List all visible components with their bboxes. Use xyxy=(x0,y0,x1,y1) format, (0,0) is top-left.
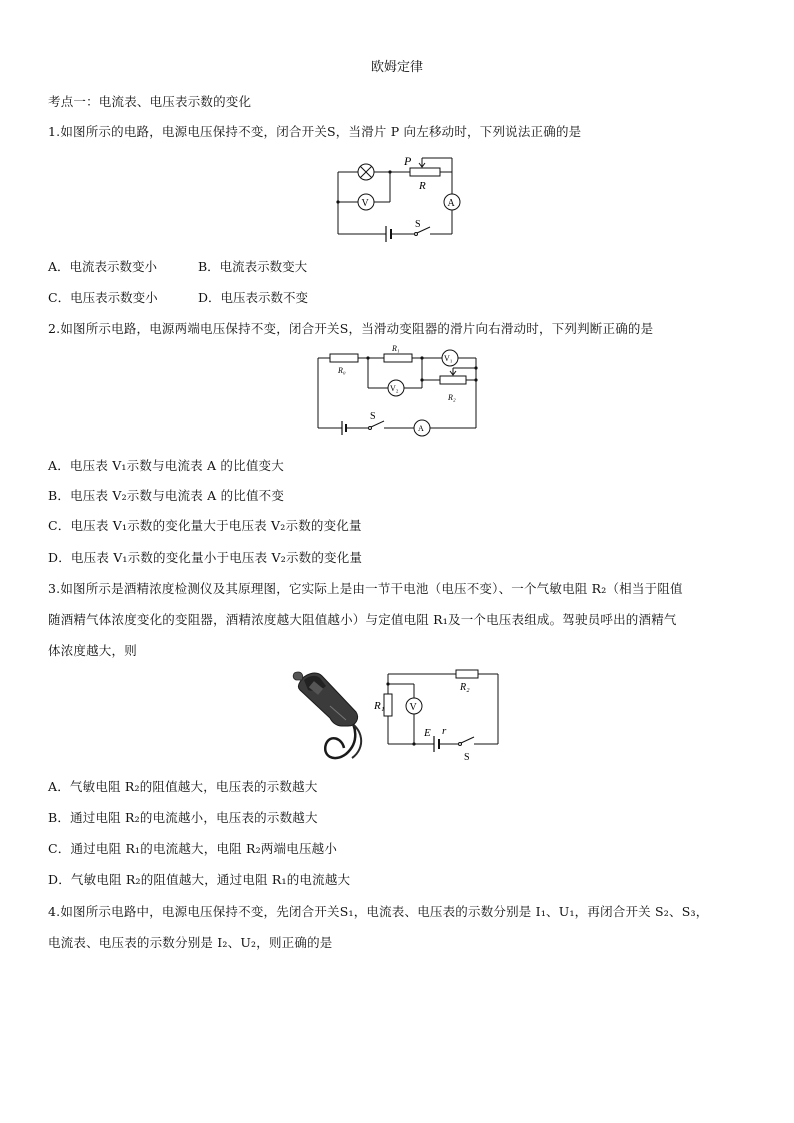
question-2-option-c[interactable]: C．电压表 V₁示数的变化量大于电压表 V₂示数的变化量 xyxy=(48,518,362,533)
page-title: 欧姆定律 xyxy=(370,60,423,75)
question-4-stem-line-2: 电流表、电压表的示数分别是 I₂、U₂，则正确的是 xyxy=(48,935,333,950)
question-3-stem-line-1: 3.如图所示是酒精浓度检测仪及其原理图，它实际上是由一节干电池（电压不变）、一个气敏电阻 R₂（相当于阻值 xyxy=(48,581,683,596)
ammeter-label: A xyxy=(418,424,424,433)
question-3-stem-line-2: 随酒精气体浓度变化的变阻器，酒精浓度越大阻值越小）与定值电阻 R₁及一个电压表组成。驾驶员呼出的酒精气 xyxy=(48,612,677,627)
question-2-stem: 2.如图所示电路，电源两端电压保持不变，闭合开关S，当滑动变阻器的滑片向右滑动时，下列判断正确的是 xyxy=(48,321,654,336)
slider-p-label: P xyxy=(404,154,412,168)
voltmeter-v1-label: V₁ xyxy=(444,354,453,363)
resistor-r-label: R xyxy=(419,180,426,192)
question-1-stem: 1.如图所示的电路，电源电压保持不变，闭合开关S，当滑片 P 向左移动时，下列说法正确的是 xyxy=(48,124,582,139)
question-1-option-c[interactable]: C．电压表示数变小 xyxy=(48,290,158,305)
question-1-option-a[interactable]: A．电流表示数变小 xyxy=(48,259,158,274)
question-2-option-a[interactable]: A．电压表 V₁示数与电流表 A 的比值变大 xyxy=(48,458,284,473)
question-2-option-b[interactable]: B．电压表 V₂示数与电流表 A 的比值不变 xyxy=(48,488,285,503)
question-3-option-c[interactable]: C．通过电阻 R₁的电流越大，电阻 R₂两端电压越小 xyxy=(48,841,338,856)
switch-label: S xyxy=(415,219,421,230)
question-1-option-b[interactable]: B．电流表示数变大 xyxy=(198,259,308,274)
breathalyzer-device-image xyxy=(286,668,372,764)
question-2-option-d[interactable]: D．电压表 V₁示数的变化量小于电压表 V₂示数的变化量 xyxy=(48,550,363,565)
voltmeter-label: V xyxy=(409,702,417,713)
resistor-r1-label: R₁ xyxy=(374,700,385,712)
voltmeter-label: V xyxy=(361,198,369,209)
resistor-r2-label: R₂ xyxy=(460,682,470,693)
question-4-stem-line-1: 4.如图所示电路中，电源电压保持不变，先闭合开关S₁，电流表、电压表的示数分别是 I₁、U₁，再闭合开关 S₂、S₃， xyxy=(48,904,709,919)
question-3-stem-line-3: 体浓度越大，则 xyxy=(48,643,137,658)
question-3-circuit-diagram xyxy=(372,668,504,764)
question-3-option-a[interactable]: A．气敏电阻 R₂的阻值越大，电压表的示数越大 xyxy=(48,779,318,794)
question-1-circuit-diagram xyxy=(330,150,470,242)
emf-e-label: E xyxy=(424,727,431,739)
resistor-r2-label: R₂ xyxy=(448,393,456,402)
section-heading: 考点一：电流表、电压表示数的变化 xyxy=(48,94,252,109)
question-1-option-d[interactable]: D．电压表示数不变 xyxy=(198,290,309,305)
switch-label: S xyxy=(370,411,376,422)
resistor-r0-label: R₀ xyxy=(338,366,346,375)
resistor-r1-label: R₁ xyxy=(392,344,400,353)
question-3-option-b[interactable]: B．通过电阻 R₂的电流越小，电压表的示数越大 xyxy=(48,810,318,825)
switch-label: S xyxy=(464,752,470,763)
voltmeter-v2-label: V₂ xyxy=(390,384,399,393)
ammeter-label: A xyxy=(447,198,455,209)
question-3-option-d[interactable]: D．气敏电阻 R₂的阻值越大，通过电阻 R₁的电流越大 xyxy=(48,872,351,887)
internal-resistance-label: r xyxy=(442,725,447,737)
question-2-circuit-diagram xyxy=(312,340,484,440)
